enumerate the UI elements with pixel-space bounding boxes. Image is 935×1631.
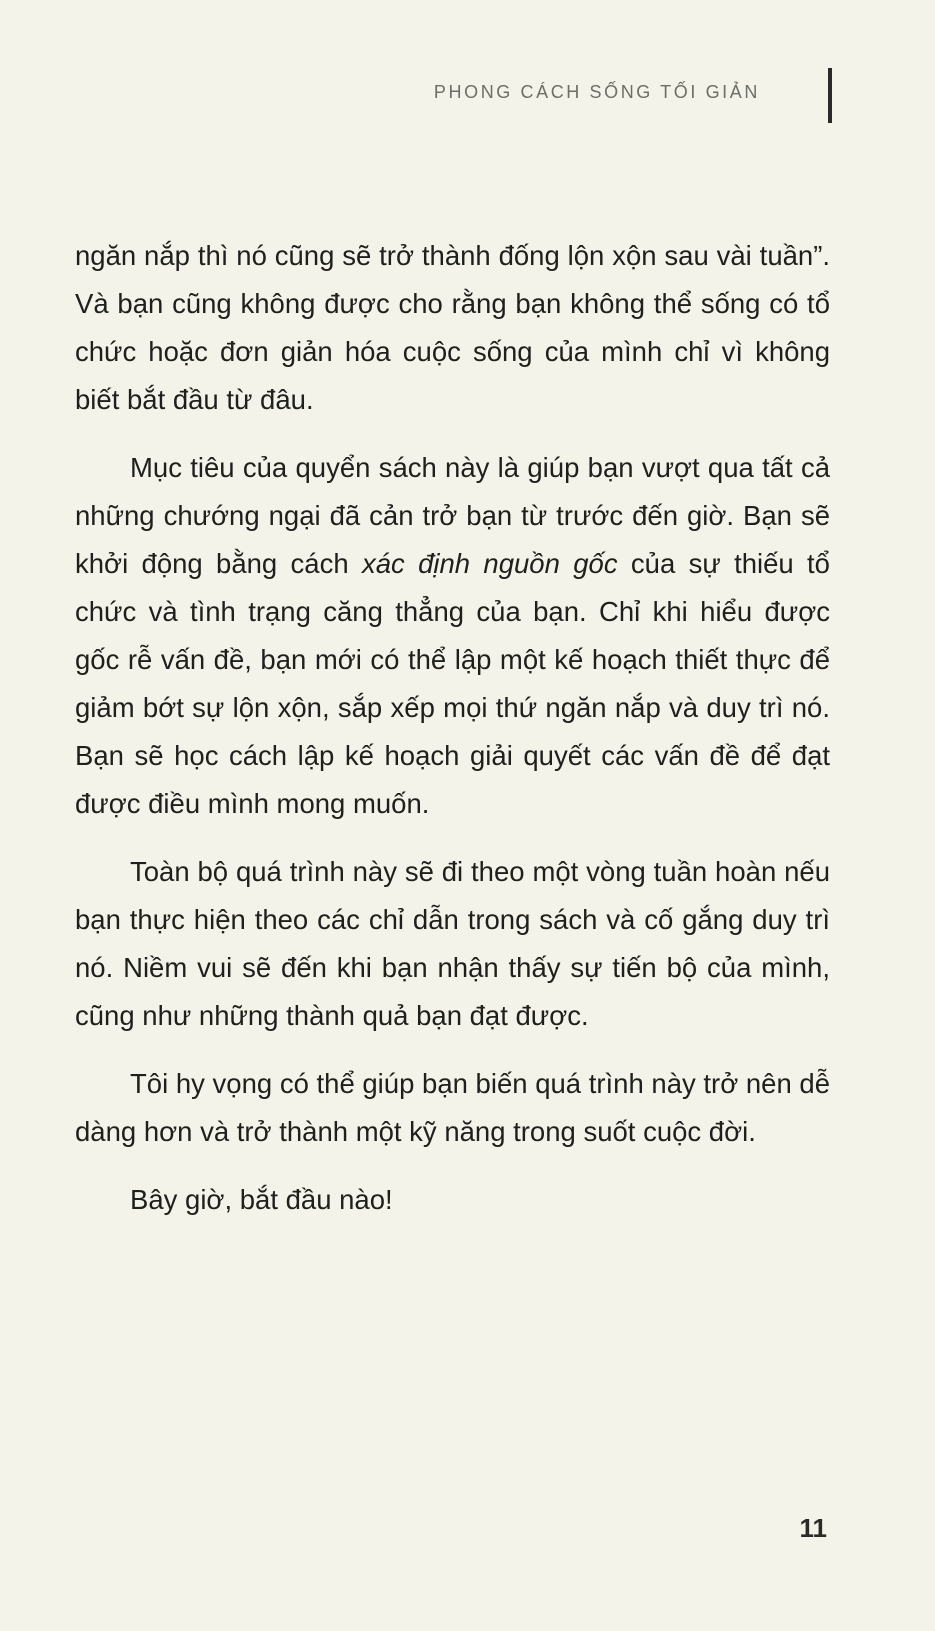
page-number: 11 (799, 1513, 827, 1543)
paragraph-1: ngăn nắp thì nó cũng sẽ trở thành đống lộn xộn sau vài tuần”. Và bạn cũng không được cho rằng bạn không thể sống có tổ chức hoặc đơn giản hóa cuộc sống của mình chỉ vì không biết bắt đầu từ đâu. (75, 240, 830, 415)
paragraph-2-part-2: của sự thiếu tổ chức và tình trạng căng thẳng của bạn. Chỉ khi hiểu được gốc rễ vấn đề, bạn mới có thể lập một kế hoạch thiết thực để giảm bớt sự lộn xộn, sắp xếp mọi thứ ngăn nắp và duy trì nó. Bạn sẽ học cách lập kế hoạch giải quyết các vấn đề để đạt được điều mình mong muốn. (75, 548, 830, 819)
paragraph-2 (75, 444, 830, 828)
paragraph-5: Bây giờ, bắt đầu nào! (130, 1184, 393, 1215)
running-header: PHONG CÁCH SỐNG TỐI GIẢN (433, 82, 760, 102)
paragraph-3: Toàn bộ quá trình này sẽ đi theo một vòng tuần hoàn nếu bạn thực hiện theo các chỉ dẫn trong sách và cố gắng duy trì nó. Niềm vui sẽ đến khi bạn nhận thấy sự tiến bộ của mình, cũng như những thành quả bạn đạt được. (75, 856, 830, 1031)
header-rule (828, 68, 832, 123)
paragraph-4: Tôi hy vọng có thể giúp bạn biến quá trình này trở nên dễ dàng hơn và trở thành một kỹ năng trong suốt cuộc đời. (75, 1068, 830, 1147)
paragraph-2-emphasis: xác định nguồn gốc (361, 548, 618, 579)
body-text (75, 232, 830, 1244)
paragraph-2-part-1: Mục tiêu của quyển sách này là giúp bạn vượt qua tất cả những chướng ngại đã cản trở bạn từ trước đến giờ. Bạn sẽ khởi động bằng cách (75, 452, 830, 579)
